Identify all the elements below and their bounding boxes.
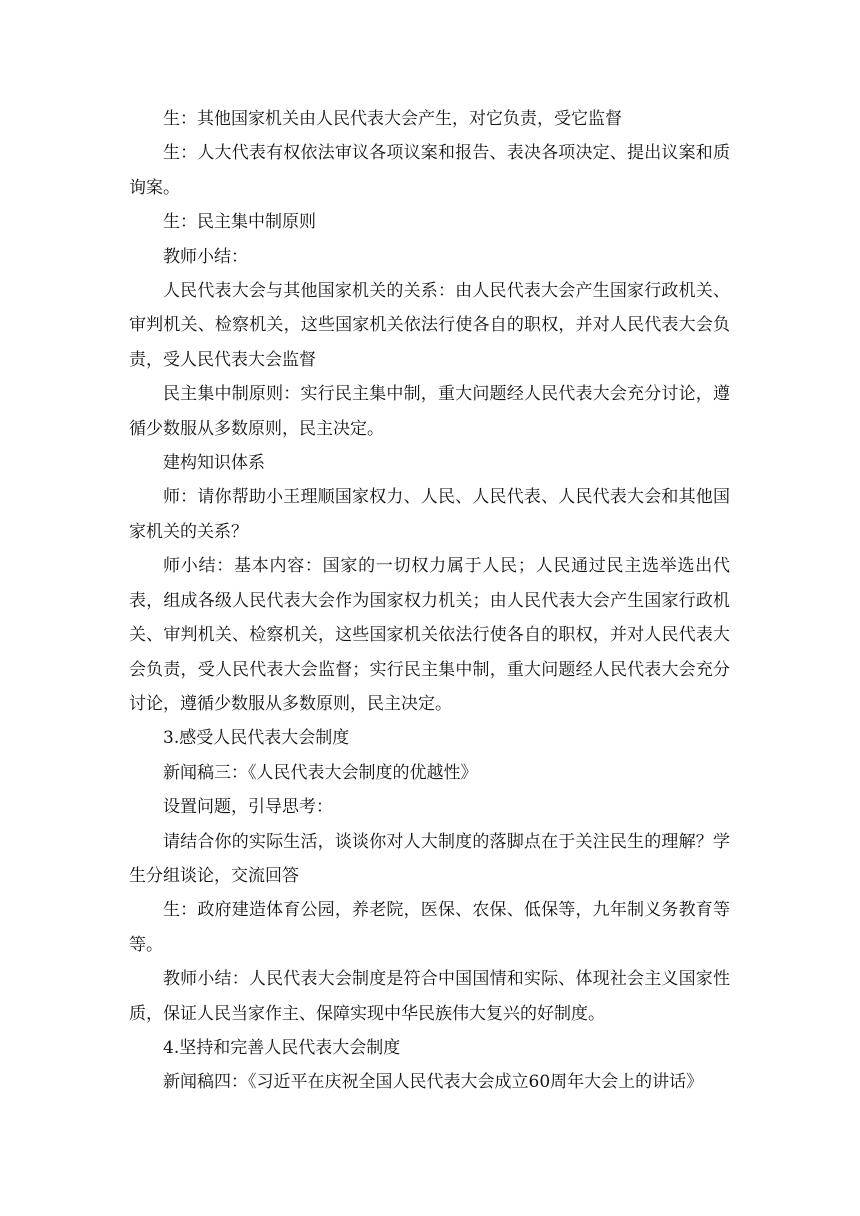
paragraph-teacher-summary-system: 教师小结：人民代表大会制度是符合中国国情和实际、体现社会主义国家性质，保证人民当家作主、保障实现中华民族伟大复兴的好制度。 — [129, 969, 730, 1024]
paragraph-teacher-question: 师：请你帮助小王理顺国家权力、人民、人民代表、人民代表大会和其他国家机关的关系？ — [129, 487, 730, 542]
paragraph-teacher-summary-content: 师小结：基本内容：国家的一切权力属于人民；人民通过民主选举选出代表，组成各级人民代表大会作为国家权力机关；由人民代表大会产生国家行政机关、审判机关、检察机关，这些国家机关依法行使各自的职权，并对人民代表大会负责，受人民代表大会监督；实行民主集中制，重大问题经人民代表大会充分讨论，遵循少数服从多数原则，民主决定。 — [129, 556, 730, 714]
paragraph-news-3: 新闻稿三：《人民代表大会制度的优越性》 — [163, 762, 478, 783]
paragraph-student-answer-4: 生：政府建造体育公园，养老院，医保、农保、低保等，九年制义务教育等等。 — [129, 900, 730, 955]
paragraph-knowledge-system-heading: 建构知识体系 — [163, 453, 265, 474]
paragraph-student-answer-1: 生：其他国家机关由人民代表大会产生，对它负责，受它监督 — [163, 109, 622, 129]
paragraph-discussion-prompt: 请结合你的实际生活，谈谈你对人大制度的落脚点在于关注民生的理解？学生分组谈论，交流回答 — [129, 831, 730, 886]
paragraph-teacher-summary-heading: 教师小结： — [163, 246, 248, 267]
document-body — [129, 102, 730, 1100]
paragraph-organs-relationship: 人民代表大会与其他国家机关的关系：由人民代表大会产生国家行政机关、审判机关、检察机关，这些国家机关依法行使各自的职权，并对人民代表大会负责，受人民代表大会监督 — [129, 281, 730, 370]
paragraph-section-4-heading: 4.坚持和完善人民代表大会制度 — [163, 1037, 401, 1058]
paragraph-section-3-heading: 3.感受人民代表大会制度 — [163, 728, 350, 749]
paragraph-set-question: 设置问题，引导思考： — [163, 797, 333, 818]
paragraph-democratic-centralism: 民主集中制原则：实行民主集中制，重大问题经人民代表大会充分讨论，遵循少数服从多数原则，民主决定。 — [129, 384, 730, 439]
paragraph-news-4: 新闻稿四：《习近平在庆祝全国人民代表大会成立60周年大会上的讲话》 — [163, 1072, 704, 1093]
paragraph-student-answer-2: 生：人大代表有权依法审议各项议案和报告、表决各项决定、提出议案和质询案。 — [129, 143, 730, 198]
paragraph-student-answer-3: 生：民主集中制原则 — [163, 212, 316, 233]
